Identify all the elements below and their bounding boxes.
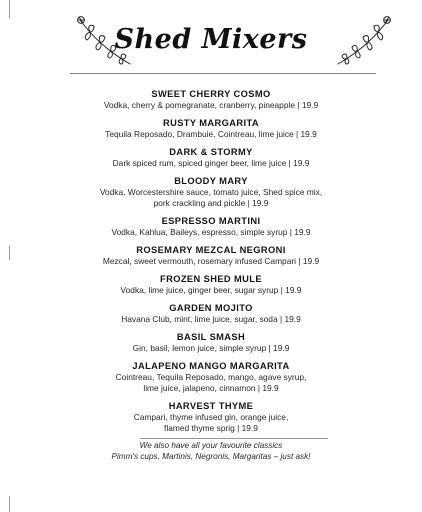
page-edge-mark-bottom: [9, 496, 10, 512]
menu-item-name: ESPRESSO MARTINI: [161, 216, 261, 226]
menu-item: [0, 244, 422, 267]
floral-sprig-right-icon: [332, 14, 392, 76]
menu-item: [0, 175, 422, 209]
menu-item-description: Vodka, Kahlua, Baileys, espresso, simple syrup | 19.9: [111, 227, 311, 237]
menu-item-name: GARDEN MOJITO: [169, 303, 253, 313]
cocktail-list: [0, 88, 422, 440]
menu-item-description: pork crackling and pickle | 19.9: [153, 198, 269, 208]
menu-item-name: BASIL SMASH: [176, 332, 246, 342]
menu-item-description: Vodka, cherry & pomegranate, cranberry, pineapple | 19.9: [103, 100, 319, 110]
menu-item: [0, 331, 422, 354]
menu-item-name: DARK & STORMY: [169, 147, 253, 157]
menu-item-name: RUSTY MARGARITA: [162, 118, 260, 128]
menu-item: [0, 273, 422, 296]
menu-item: [0, 400, 422, 434]
menu-title: Shed Mixers: [114, 24, 308, 55]
footer-divider: [140, 438, 328, 439]
menu-item: [0, 117, 422, 140]
menu-item: [0, 215, 422, 238]
menu-item-description: Havana Club, mint, lime juice, sugar, soda | 19.9: [121, 314, 301, 324]
menu-item-description: Dark spiced rum, spiced ginger beer, lime juice | 19.9: [112, 158, 310, 168]
menu-item-description: Cointreau, Tequila Reposado, mango, agave syrup,: [115, 372, 307, 382]
menu-item-description: flamed thyme sprig | 19.9: [164, 423, 258, 433]
menu-item-description: Mezcal, sweet vermouth, rosemary infused Campari | 19.9: [102, 256, 320, 266]
menu-item-name: HARVEST THYME: [168, 401, 254, 411]
menu-item-description: Tequila Reposado, Drambuie, Cointreau, lime juice | 19.9: [105, 129, 317, 139]
menu-footer: [0, 440, 422, 462]
menu-item: [0, 88, 422, 111]
menu-item: [0, 360, 422, 394]
footer-classics-line: We also have all your favourite classics: [139, 441, 283, 450]
menu-item-description: Vodka, lime juice, ginger beer, sugar syrup | 19.9: [120, 285, 302, 295]
menu-item: [0, 146, 422, 169]
menu-header: [0, 14, 422, 76]
menu-item-description: Vodka, Worcestershire sauce, tomato juice, Shed spice mix,: [99, 187, 323, 197]
menu-item-name: SWEET CHERRY COSMO: [151, 89, 271, 99]
menu-item-name: ROSEMARY MEZCAL NEGRONI: [136, 245, 286, 255]
menu-item: [0, 302, 422, 325]
footer-classics-examples: Pimm's cups, Martinis, Negronis, Margaritas – just ask!: [111, 452, 311, 461]
menu-item-name: FROZEN SHED MULE: [160, 274, 262, 284]
menu-item-name: JALAPENO MANGO MARGARITA: [132, 361, 290, 371]
menu-item-description: lime juice, jalapeno, cinnamon | 19.9: [143, 383, 279, 393]
menu-item-name: BLOODY MARY: [174, 176, 248, 186]
menu-item-description: Campari, thyme infused gin, orange juice,: [133, 412, 289, 422]
menu-item-description: Gin, basil, lemon juice, simple syrup | 19.9: [132, 343, 290, 353]
header-divider: [70, 73, 376, 74]
